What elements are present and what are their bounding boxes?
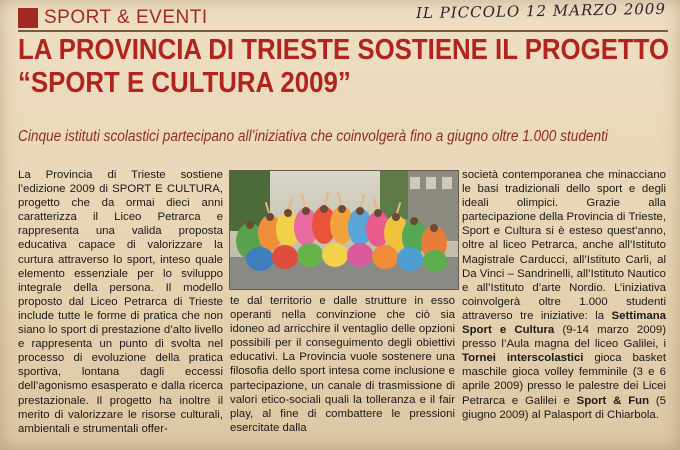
event-tornei: Tornei interscolastici — [462, 352, 584, 365]
column-2-text: te dal territorio e dalle strutture in esso operanti nella convinzione che ciò sia idoneo ad arricchire il ventaglio delle opzioni possibili per il conseguimento degli obiettivi educativi. La Provincia vuole sostenere una filosofia dello sport intesa come inclusione e partecipazione, un canale di trasmissione di valori etico-sociali quali la tolleranza e il fair play, al fine di combattere le pressioni esercitate dalla — [230, 295, 455, 434]
handwritten-source-note: IL PICCOLO 12 MARZO 2009 — [415, 0, 667, 23]
article-column-2 — [230, 294, 455, 435]
headline-line-2: “SPORT E CULTURA 2009” — [18, 67, 351, 99]
headline-line-1: LA PROVINCIA DI TRIESTE SOSTIENE IL PROGETTO — [18, 34, 670, 66]
group-photo-illustration — [230, 171, 458, 289]
article-photo — [229, 170, 459, 290]
column-3-part-4: (5 giugno 2009) al Palasport di Chiarbola. — [462, 394, 667, 421]
subtitle: Cinque istituti scolastici partecipano all’iniziativa che coinvolgerà fino a giugno oltre 1.000 studenti — [18, 128, 608, 145]
event-sport-fun: Sport & Fun — [576, 394, 650, 407]
section-label: SPORT & EVENTI — [44, 7, 208, 28]
column-3-text — [462, 168, 666, 422]
section-divider — [18, 30, 668, 32]
event-settimana: Settimana Sport e Cultura — [462, 309, 666, 337]
section-header — [18, 6, 208, 30]
headline — [18, 34, 670, 100]
column-3-part-1: società contemporanea che minacciano le basi tradizionali dello sport e degli ideali olimpici. Grazie alla partecipazione della Provincia di Trieste, Sport e Cultura si è esteso quest’anno, oltre al liceo Petrarca, anche all’Istituto Magistrale Carducci, all’Istituto Carli, al Da Vinci – Sandrinelli, all’Istituto Nautico e all’Istituto d’arte Nordio. L’iniziativa coinvolgerà oltre 1.000 studenti attraverso tre iniziative: la — [462, 169, 666, 322]
article-column-1 — [18, 168, 223, 436]
article-column-3 — [462, 168, 666, 422]
column-3-part-2: (9-14 marzo 2009) presso l’Aula magna del liceo Galilei, i — [462, 324, 666, 351]
column-3-part-3: gioca basket maschile gioca volley femminile (3 e 6 aprile 2009) presso le palestre dei Licei Petrarca e Galilei e — [462, 352, 667, 407]
column-1-text: La Provincia di Trieste sostiene l’edizione 2009 di SPORT E CULTURA, progetto che da ormai dieci anni caratterizza il Liceo Petrarca e rappresenta una valida proposta educativa capace di valorizzare la curtura attraverso lo sport, inteso quale elemento essenziale per lo sviluppo integrale della persona. Il modello proposto dal Liceo Petrarca di Trieste include tutte le forme di pratica che non siano lo sport di prestazione d’alto livello e rappresenta un punto di svolta nel processo di evoluzione della pratica sportiva, lontana dagli eccessi dell’agonismo esasperato e dalla ricerca prestazionale. Il progetto ha inoltre il merito di valorizzare le risorse culturali, ambientali e strumentali offer- — [18, 169, 223, 435]
section-square-icon — [18, 8, 38, 28]
